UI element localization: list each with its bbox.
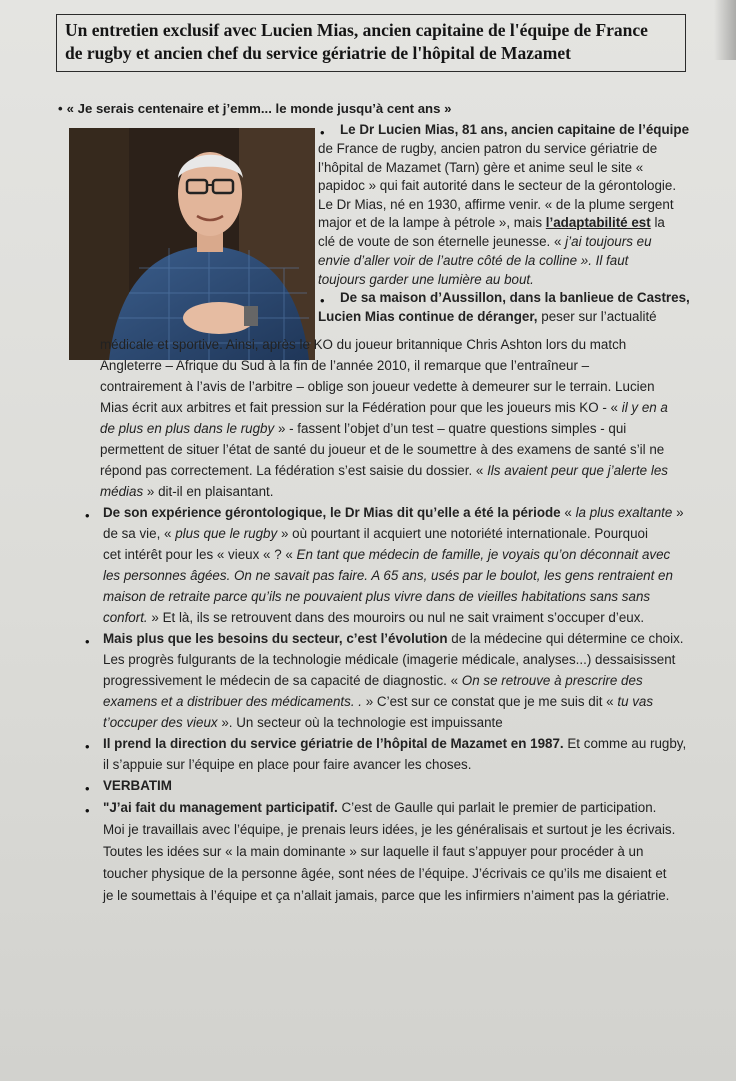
text-run-italic: t’occuper des vieux <box>103 715 218 730</box>
bullet-icon: • <box>85 803 90 818</box>
verbatim-label: VERBATIM <box>103 778 172 793</box>
text-line-part <box>103 630 684 648</box>
text-line: Le Dr Mias, né en 1930, affirme venir. « de la plume sergent <box>318 197 674 212</box>
text-run: Et comme au rugby, <box>567 736 687 751</box>
text-line-part <box>100 462 668 480</box>
text-run-italic: examens et a distribuer des médicaments. . <box>103 694 363 709</box>
text-line-part <box>103 714 503 732</box>
text-line: toujours garder une lumière au bout. <box>318 272 534 287</box>
text-run: » C’est sur ce constat que je me suis dit « <box>365 694 614 709</box>
text-line: médicale et sportive. Ainsi, après le KO du joueur britannique Chris Ashton lors du match <box>100 337 627 352</box>
text-run-italic: Ils avaient peur que j’alerte les <box>487 463 668 478</box>
text-run: clé de voute de son éternelle jeunesse. « <box>318 234 562 249</box>
text-line-part <box>318 308 657 326</box>
portrait-photo <box>69 128 315 360</box>
text-run-italic: tu vas <box>617 694 654 709</box>
text-line: Angleterre – Afrique du Sud à la fin de l’année 2010, il remarque que l’entraîneur – <box>100 358 590 373</box>
text-run-italic: médias <box>100 484 144 499</box>
bullet-icon: • <box>85 508 90 523</box>
text-line: de France de rugby, ancien patron du service gériatrie de <box>318 141 658 156</box>
text-run-italic: il y en a <box>621 400 668 415</box>
text-line-part <box>103 525 648 543</box>
text-run: cet intérêt pour les « vieux « ? « <box>103 547 293 562</box>
text-run: » <box>676 505 684 520</box>
text-run-bold: Il prend la direction du service gériatrie de l’hôpital de Mazamet en 1987. <box>103 736 564 751</box>
text-run: progressivement le médecin de sa capacité de diagnostic. « <box>103 673 459 688</box>
text-line-part <box>103 609 644 627</box>
text-line: Les progrès fulgurants de la technologie médicale (imagerie médicale, analyses...) dessaisissent <box>103 652 676 667</box>
portrait-illustration <box>69 128 315 360</box>
text-line-part <box>103 504 684 522</box>
title-line-2: de rugby et ancien chef du service gériatrie de l'hôpital de Mazamet <box>65 43 571 63</box>
text-run-bold: Lucien Mias continue de déranger, <box>318 309 538 324</box>
text-run: « <box>564 505 572 520</box>
bullet-icon: • <box>58 101 63 116</box>
text-run-italic: On se retrouve à prescrire des <box>461 673 643 688</box>
text-line: je le soumettais à l’équipe et ça n’allait jamais, parce que les infirmiers n’aiment pas la gériatrie. <box>103 888 670 903</box>
text-line: il s’appuie sur l’équipe en place pour faire avancer les choses. <box>103 757 472 772</box>
text-run: » - fassent l’objet d’un test – quatre questions simples - qui <box>277 421 627 436</box>
text-line-part <box>100 399 668 417</box>
bullet-icon: • <box>85 781 90 796</box>
text-line-part <box>103 693 653 711</box>
text-run: major et de la lampe à pétrole », mais <box>318 215 543 230</box>
text-run-underlined: l’adaptabilité est <box>545 215 651 230</box>
text-run: C’est de Gaulle qui parlait le premier de participation. <box>341 800 657 815</box>
bullet-icon: • <box>320 293 325 308</box>
text-line: l’hôpital de Mazamet (Tarn) gère et anime seul le site « <box>318 160 644 175</box>
text-run-italic: confort. <box>103 610 148 625</box>
text-run: peser sur l’actualité <box>541 309 657 324</box>
page-fold-shadow <box>714 0 736 60</box>
text-line: maison de retraite parce qu’ils ne pouvaient plus vivre dans de vieilles habitations sans sans <box>103 589 651 604</box>
text-run-bold: De son expérience gérontologique, le Dr Mias dit qu’elle a été la période <box>103 505 561 520</box>
intro-quote <box>58 101 451 116</box>
bullet-icon: • <box>320 125 325 140</box>
title-box <box>56 14 686 72</box>
text-line-part <box>103 799 656 817</box>
title-line-1: Un entretien exclusif avec Lucien Mias, ancien capitaine de l'équipe de France <box>65 20 648 40</box>
text-line-part <box>100 483 273 501</box>
text-line-part <box>103 546 670 564</box>
text-run: ». Un secteur où la technologie est impuissante <box>221 715 503 730</box>
text-run-bold: "J’ai fait du management participatif. <box>103 800 338 815</box>
bullet-icon: • <box>85 634 90 649</box>
text-line: papidoc » qui fait autorité dans le secteur de la gérontologie. <box>318 178 677 193</box>
text-line: De sa maison d’Aussillon, dans la banlieue de Castres, <box>340 290 690 305</box>
text-line-part <box>103 672 643 690</box>
text-run-italic: j’ai toujours eu <box>565 234 652 249</box>
text-line: Toutes les idées sur « la main dominante » sur laquelle il faut s’appuyer pour procéder à un <box>103 844 644 859</box>
text-run: » Et là, ils se retrouvent dans des mouroirs ou nul ne sait vraiment s’occuper d’eux. <box>151 610 645 625</box>
text-line: Le Dr Lucien Mias, 81 ans, ancien capitaine de l’équipe <box>340 122 690 137</box>
text-line: toucher physique de la personne âgée, sont nées de l’équipe. J’écrivais ce qu’ils me disaient et <box>103 866 667 881</box>
text-line-part <box>318 214 665 232</box>
text-line: permettent de situer l’état de santé du joueur et de le soumettre à des examens de santé s’il ne <box>100 442 665 457</box>
text-line-part <box>100 420 626 438</box>
text-run: de la médecine qui détermine ce choix. <box>451 631 684 646</box>
text-run-italic: de plus en plus dans le rugby <box>100 421 275 436</box>
text-run: Mias écrit aux arbitres et fait pression sur la Fédération pour que les joueurs mis KO - « <box>100 400 618 415</box>
text-run-italic: plus que le rugby <box>175 526 278 541</box>
text-run: répond pas correctement. La fédération s’est saisie du dossier. « <box>100 463 484 478</box>
text-run-bold: Mais plus que les besoins du secteur, c’est l’évolution <box>103 631 448 646</box>
text-run: » où pourtant il acquiert une notoriété internationale. Pourquoi <box>280 526 648 541</box>
text-line: envie d’aller voir de l’autre côté de la colline ». Il faut <box>318 253 629 268</box>
text-run-italic: En tant que médecin de famille, je voyais qu’on déconnait avec <box>296 547 671 562</box>
text-line: Moi je travaillais avec l’équipe, je prenais leurs idées, je les généralisais et surtout je les écrivais. <box>103 822 676 837</box>
intro-quote-text: « Je serais centenaire et j’emm... le monde jusqu’à cent ans » <box>66 101 452 116</box>
text-run: de sa vie, « <box>103 526 172 541</box>
text-line-part <box>103 735 686 753</box>
text-run-italic: la plus exaltante <box>575 505 673 520</box>
bullet-icon: • <box>85 739 90 754</box>
text-run: la <box>654 215 665 230</box>
text-line: les personnes âgées. On ne savait pas faire. A 65 ans, usés par le boulot, les gens rentraient en <box>103 568 673 583</box>
text-line-part <box>318 233 652 251</box>
text-run: » dit-il en plaisantant. <box>146 484 274 499</box>
text-line: contrairement à l’avis de l’arbitre – oblige son joueur vedette à demeurer sur le terrain. Lucien <box>100 379 655 394</box>
